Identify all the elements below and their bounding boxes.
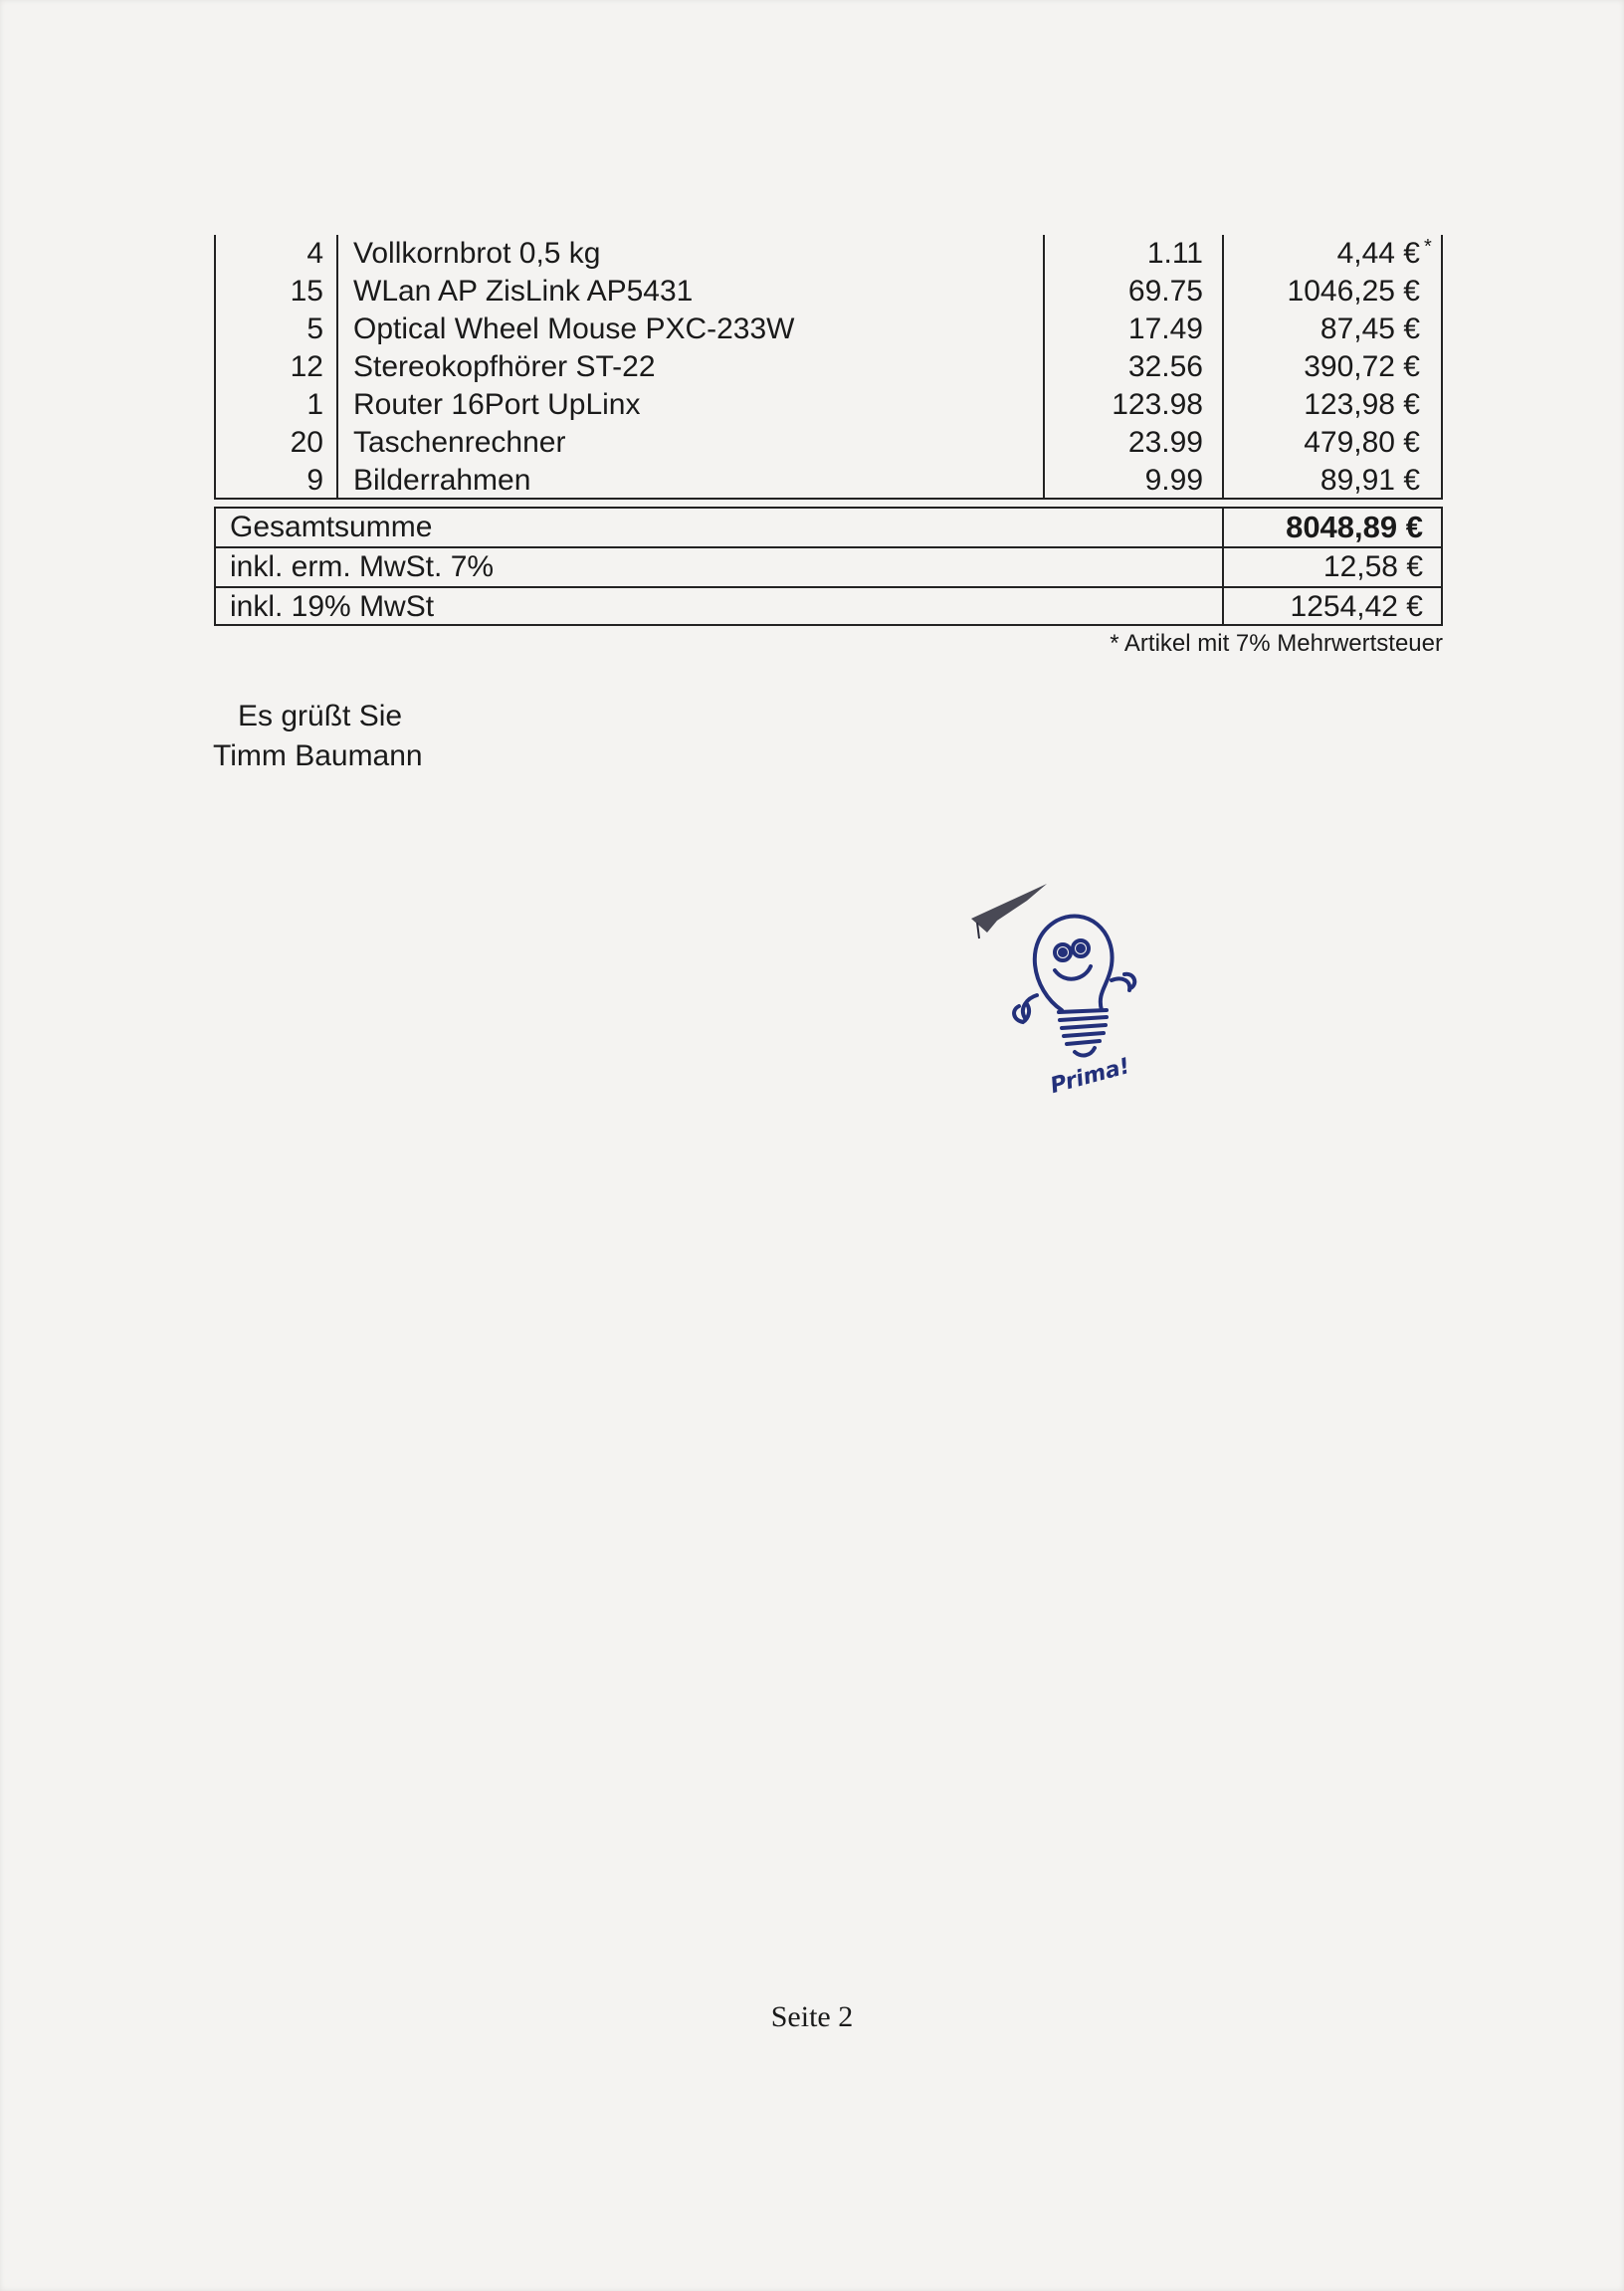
grand-total-row (216, 509, 1441, 546)
description-cell: Optical Wheel Mouse PXC-233W (353, 312, 795, 345)
summary-table (214, 507, 1443, 626)
table-row (216, 462, 1441, 500)
reduced-vat-marker: * (1424, 236, 1432, 258)
svg-text:Prima!: Prima! (1047, 1053, 1133, 1100)
reduced-vat-row (216, 546, 1441, 586)
description-cell: Bilderrahmen (353, 464, 531, 497)
unit-price-cell: 123.98 (1112, 388, 1203, 421)
table-row (216, 235, 1441, 273)
description-cell: Vollkornbrot 0,5 kg (353, 237, 601, 270)
unit-price-cell: 1.11 (1146, 237, 1203, 270)
unit-price-cell: 69.75 (1127, 275, 1203, 308)
items-table (214, 235, 1443, 500)
sender-name: Timm Baumann (213, 739, 423, 772)
grand-total-label: Gesamtsumme (230, 511, 433, 543)
description-cell: Stereokopfhörer ST-22 (353, 350, 656, 383)
table-row (216, 273, 1441, 311)
total-cell: 89,91 € (1320, 464, 1420, 497)
unit-price-cell: 32.56 (1127, 350, 1203, 383)
vat-row (216, 586, 1441, 626)
vat-footnote: * Artikel mit 7% Mehrwertsteuer (1110, 630, 1443, 657)
vat-value: 1254,42 € (1290, 590, 1423, 623)
total-cell: 123,98 € (1304, 388, 1420, 421)
table-row (216, 424, 1441, 462)
table-row (216, 348, 1441, 386)
total-cell: 1046,25 € (1287, 275, 1420, 308)
total-cell: 390,72 € (1304, 350, 1420, 383)
closing-greeting (213, 697, 423, 776)
total-cell: 4,44 € (1336, 237, 1420, 270)
qty-cell: 9 (306, 464, 323, 497)
qty-cell: 20 (290, 426, 323, 459)
unit-price-cell: 23.99 (1127, 426, 1203, 459)
total-cell: 479,80 € (1304, 426, 1420, 459)
lightbulb-stamp-icon (967, 881, 1186, 1110)
qty-cell: 5 (306, 312, 323, 345)
total-cell: 87,45 € (1320, 312, 1420, 345)
unit-price-cell: 17.49 (1127, 312, 1203, 345)
description-cell: WLan AP ZisLink AP5431 (353, 275, 694, 308)
table-row (216, 311, 1441, 348)
table-row (216, 386, 1441, 424)
description-cell: Taschenrechner (353, 426, 566, 459)
greeting-line: Es grüßt Sie (238, 700, 403, 732)
qty-cell: 15 (290, 275, 323, 308)
qty-cell: 4 (306, 237, 323, 270)
vat-label: inkl. 19% MwSt (230, 590, 435, 623)
unit-price-cell: 9.99 (1144, 464, 1203, 497)
qty-cell: 12 (290, 350, 323, 383)
page-number: Seite 2 (770, 2000, 854, 2033)
qty-cell: 1 (306, 388, 323, 421)
reduced-vat-label: inkl. erm. MwSt. 7% (230, 550, 495, 583)
reduced-vat-value: 12,58 € (1322, 550, 1423, 583)
description-cell: Router 16Port UpLinx (353, 388, 641, 421)
grand-total-value: 8048,89 € (1286, 510, 1423, 544)
